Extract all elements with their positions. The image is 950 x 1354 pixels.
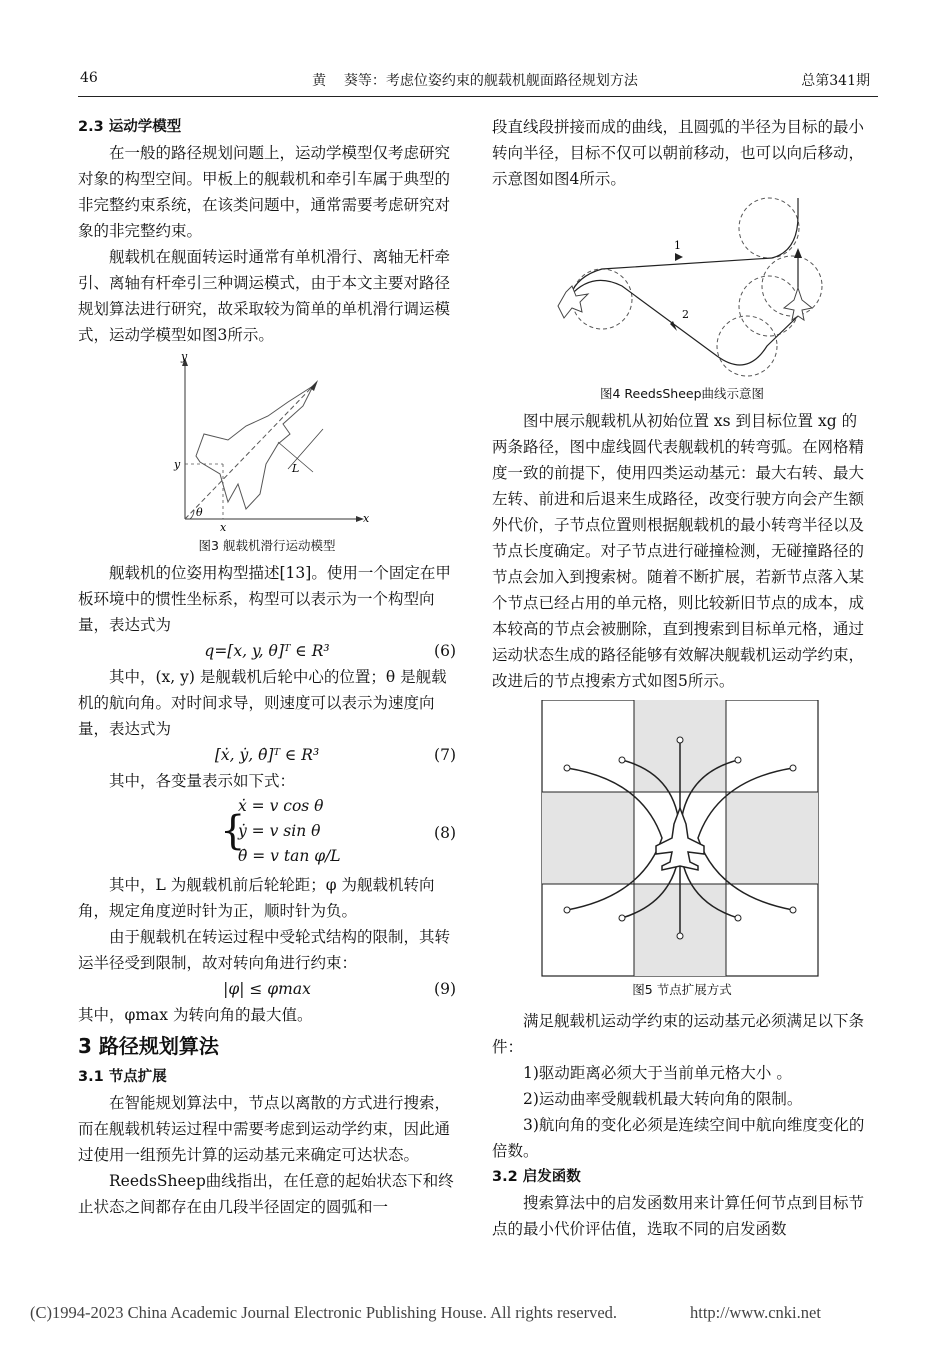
fig4-goal-aircraft-icon: [784, 288, 812, 320]
paragraph: 舰载机在舰面转运时通常有单机滑行、离轴无杆牵引、离轴有杆牵引三种调运模式，由于本文主要对路径规划算法进行研究，故采取较为简单的单机滑行调运模式，运动学模型如图3所示。: [78, 248, 451, 344]
fig4-caption: 图4 ReedsSheep曲线示意图: [599, 386, 765, 401]
figure-5: [492, 700, 872, 980]
fig5-caption: 图5 节点扩展方式: [632, 982, 732, 997]
equation-6: [78, 638, 456, 664]
fig4-path-2-label: 2: [682, 308, 689, 321]
paragraph: 由于舰载机在转运过程中受轮式结构的限制，其转运半径受到限制，故对转向角进行约束：: [78, 928, 451, 972]
equation-7: [78, 742, 456, 768]
paragraph: 其中，φmax 为转向角的最大值。: [78, 1006, 313, 1024]
section-3-heading: 3 路径规划算法: [78, 1034, 219, 1058]
left-column: [78, 114, 456, 1220]
fig4-path-1-label: 1: [674, 239, 681, 252]
fig3-x-value: x: [220, 521, 227, 532]
equation-8-line1: ẋ = v cos θ: [238, 797, 324, 815]
paragraph: 其中，L 为舰载机前后轮轮距；φ 为舰载机转向角，规定角度逆时针为正，顺时针为负。: [78, 876, 435, 920]
right-column: [492, 114, 872, 1242]
footer-url: http://www.cnki.net: [690, 1303, 821, 1322]
condition-1: 1)驱动距离必须大于当前单元格大小 。: [523, 1064, 792, 1082]
equation-9: [78, 976, 456, 1002]
paragraph: 舰载机的位姿用构型描述[13]。使用一个固定在甲板环境中的惯性坐标系，构型可以表示为一个构型向量，表达式为: [78, 564, 451, 634]
section-3-2-heading: 3.2 启发函数: [492, 1169, 581, 1185]
fig3-theta-label: θ: [196, 506, 203, 519]
fig3-y-value: y: [174, 458, 181, 471]
paragraph: 段直线段拼接而成的曲线，且圆弧的半径为目标的最小转向半径，目标不仅可以朝前移动，也可以向后移动，示意图如图4所示。: [492, 118, 865, 188]
fig3-caption: 图3 舰载机滑行运动模型: [198, 538, 336, 553]
volume-number: 总第341期: [801, 73, 870, 89]
paragraph: 在一般的路径规划问题上，运动学模型仅考虑研究对象的构型空间。甲板上的舰载机和牵引车属于典型的非完整约束系统，在该类问题中，通常需要考虑研究对象的非完整约束。: [78, 144, 451, 240]
fig3-L-label: L: [292, 462, 300, 475]
equation-6-number: (6): [434, 642, 456, 660]
fig4-diagram: [492, 196, 872, 384]
condition-2: 2)运动曲率受舰载机最大转向角的限制。: [523, 1090, 803, 1108]
equation-8-brace: {: [220, 808, 246, 854]
paragraph: 图中展示舰载机从初始位置 xs 到目标位置 xg 的两条路径，图中虚线圆代表舰载机的转弯弧。在网格精度一致的前提下，使用四类运动基元：最大右转、最大左转、前进和后退来生成路径，改变行驶方向会产生额外代价，子节点位置则根据舰载机的最小转弯半径以及节点长度确定。对子节点进行碰撞检测，无碰撞路径的节点会加入到搜索树。随着不断扩展，若新节点落入某个节点已经占用的单元格，则比较新旧节点的成本，成本较高的节点会被删除，直到搜索到目标单元格，通过运动状态生成的路径能够有效解决舰载机运动学约束，改进后的节点搜索方式如图5所示。: [492, 412, 865, 690]
fig4-start-aircraft-icon: [558, 286, 588, 318]
equation-9-number: (9): [434, 980, 456, 998]
page-number: 46: [80, 70, 98, 86]
paragraph: 满足舰载机运动学约束的运动基元必须满足以下条件：: [492, 1012, 865, 1056]
equation-6-body: q=[x, y, θ]ᵀ ∈ R³: [204, 642, 330, 660]
section-2-3-heading: 2.3 运动学模型: [78, 119, 182, 135]
equation-7-number: (7): [434, 746, 456, 764]
condition-3: 3)航向角的变化必须是连续空间中航向维度变化的倍数。: [492, 1116, 865, 1160]
paragraph: 搜索算法中的启发函数用来计算任何节点到目标节点的最小代价评估值，选取不同的启发函数: [492, 1194, 865, 1238]
paragraph: 其中，(x, y) 是舰载机后轮中心的位置；θ 是舰载机的航向角。对时间求导，则速度可以表示为速度向量，表达式为: [78, 668, 447, 738]
equation-8-line3: θ̇ = v tan φ/L: [238, 847, 341, 865]
equation-8-number: (8): [434, 824, 456, 842]
copyright-footer: (C)1994-2023 China Academic Journal Electronic Publishing House. All rights reserved.: [30, 1303, 618, 1322]
equation-8: [78, 794, 456, 872]
equation-8-line2: ẏ = v sin θ: [238, 822, 321, 840]
fig3-diagram: [78, 354, 456, 532]
paragraph: 在智能规划算法中，节点以离散的方式进行搜索，而在舰载机转运过程中需要考虑到运动学约束，因此通过使用一组预先计算的运动基元来确定可达状态。: [78, 1094, 451, 1164]
equation-9-body: |φ| ≤ φmax: [223, 980, 311, 998]
figure-3: [78, 354, 456, 532]
fig3-y-axis-label: y: [181, 354, 188, 363]
header-rule: [78, 96, 878, 97]
figure-4: [492, 196, 872, 384]
equation-7-body: [ẋ, ẏ, θ̇]ᵀ ∈ R³: [214, 746, 320, 764]
paragraph: ReedsSheep曲线指出，在任意的起始状态下和终止状态之间都存在由几段半径固定的圆弧和一: [78, 1172, 454, 1216]
section-3-1-heading: 3.1 节点扩展: [78, 1069, 167, 1085]
fig3-x-axis-label: x: [363, 512, 370, 525]
running-title: 黄 葵等：考虑位姿约束的舰载机舰面路径规划方法: [312, 73, 638, 89]
paragraph: 其中，各变量表示如下式：: [109, 772, 296, 790]
fig5-grid-diagram: [492, 700, 872, 980]
